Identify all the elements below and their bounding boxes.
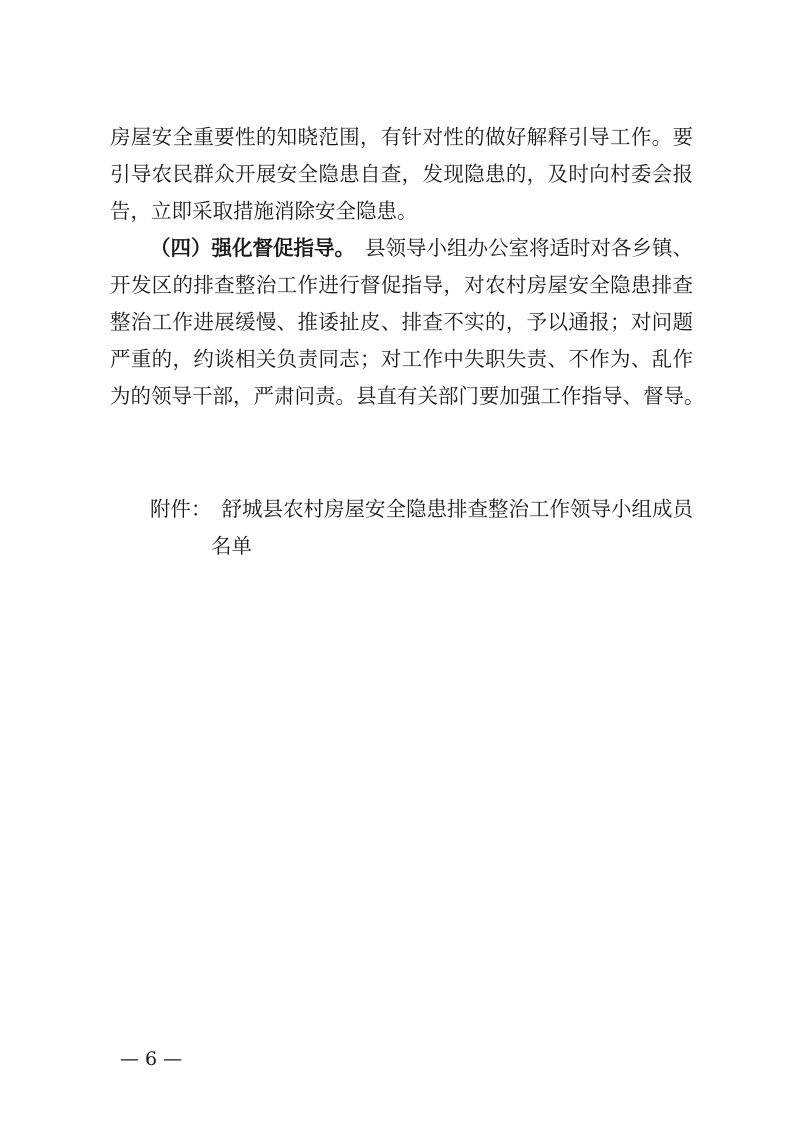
section4-first-line-text: 县领导小组办公室将适时对各乡镇、 — [365, 236, 693, 260]
section4-line-3: 整治工作进展缓慢、推诿扯皮、排查不实的，予以通报；对问题 — [110, 310, 693, 334]
section4-first-line — [150, 238, 693, 259]
paragraph1-line-1: 房屋安全重要性的知晓范围，有针对性的做好解释引导工作。要 — [110, 125, 693, 149]
section4-line-2: 开发区的排查整治工作进行督促指导，对农村房屋安全隐患排查 — [110, 273, 693, 297]
attachment-title: 舒城县农村房屋安全隐患排查整治工作领导小组成员 — [221, 497, 693, 521]
section4-line-4: 严重的，约谈相关负责同志；对工作中失职失责、不作为、乱作 — [110, 347, 693, 371]
paragraph1-line-3: 告，立即采取措施消除安全隐患。 — [110, 199, 418, 223]
section4-line-5: 为的领导干部，严肃问责。县直有关部门要加强工作指导、督导。 — [110, 384, 705, 408]
section4-heading: （四）强化督促指导。 — [150, 236, 355, 260]
page-number: — 6 — — [120, 1048, 183, 1070]
paragraph1-line-2: 引导农民群众开展安全隐患自查，发现隐患的，及时向村委会报 — [110, 162, 693, 186]
attachment-label: 附件： — [150, 497, 212, 521]
attachment-line-1 — [150, 499, 693, 520]
attachment-title-line-2: 名单 — [211, 534, 252, 558]
